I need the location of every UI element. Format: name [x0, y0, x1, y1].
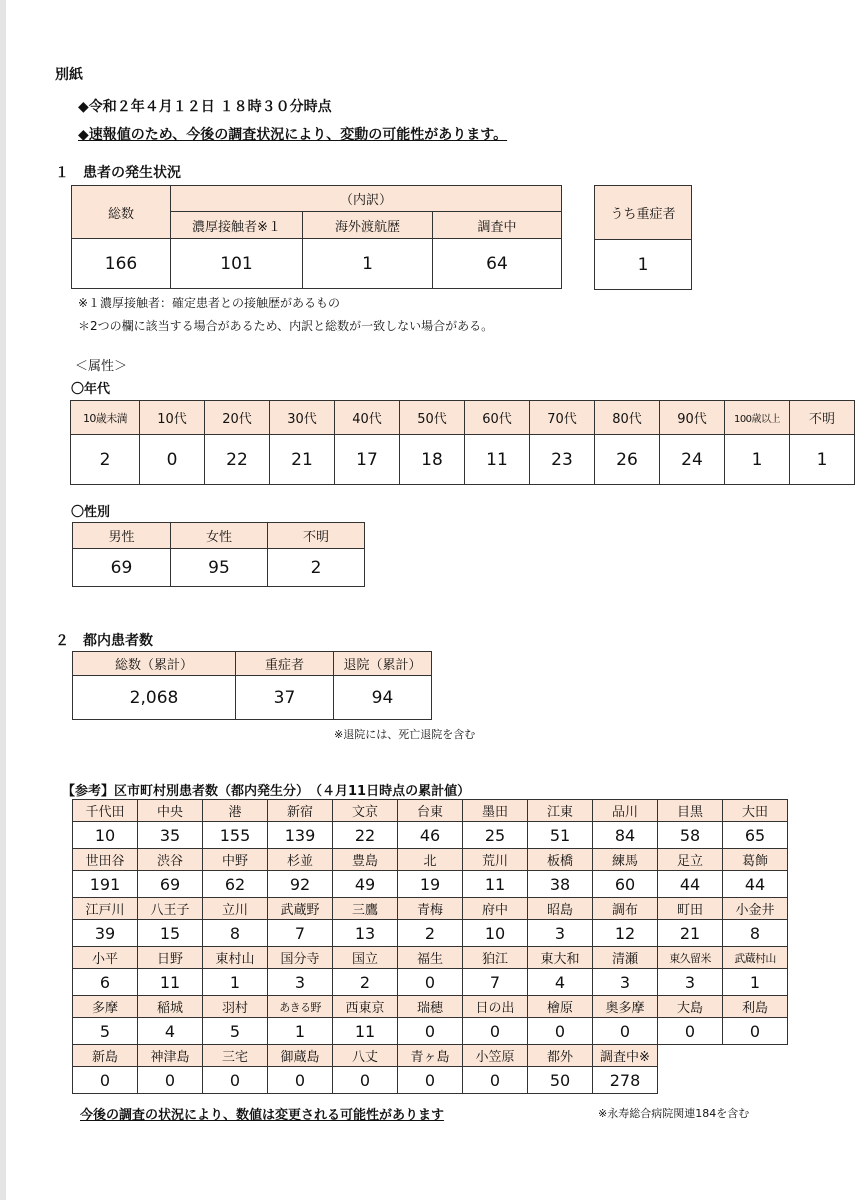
municipality-value: 0 — [398, 1067, 463, 1094]
attributes-heading: ＜属性＞ — [75, 359, 128, 374]
investigating-header: 調査中 — [433, 212, 562, 239]
age-value: 23 — [530, 435, 595, 485]
municipality-value: 3 — [528, 920, 593, 947]
municipality-name: 目黒 — [658, 800, 723, 822]
notice-line: ◆速報値のため、今後の調査状況により、変動の可能性があります。 — [78, 127, 508, 143]
municipality-name: 千代田 — [73, 800, 138, 822]
municipality-name: 荒川 — [463, 849, 528, 871]
municipality-value: 0 — [658, 1018, 723, 1045]
municipality-value: 58 — [658, 822, 723, 849]
attachment-label: 別紙 — [55, 67, 83, 83]
municipality-name: 多摩 — [73, 996, 138, 1018]
municipality-name: 狛江 — [463, 947, 528, 969]
total-header: 総数 — [72, 186, 171, 239]
municipality-name: 江東 — [528, 800, 593, 822]
municipality-value: 60 — [593, 871, 658, 898]
footer-note: 今後の調査の状況により、数値は変更される可能性があります — [80, 1108, 445, 1123]
municipality-name: 三宅 — [203, 1045, 268, 1067]
gender-value: 2 — [268, 549, 365, 587]
municipality-name: 羽村 — [203, 996, 268, 1018]
municipality-name: 国分寺 — [268, 947, 333, 969]
age-label: 不明 — [790, 401, 855, 435]
age-label: 10代 — [140, 401, 205, 435]
municipality-name: 福生 — [398, 947, 463, 969]
gender-value: 95 — [171, 549, 268, 587]
municipality-name: 世田谷 — [73, 849, 138, 871]
municipality-name: あきる野 — [268, 996, 333, 1018]
municipality-name: 品川 — [593, 800, 658, 822]
municipality-name: 港 — [203, 800, 268, 822]
municipality-name: 葛飾 — [723, 849, 788, 871]
municipality-name: 杉並 — [268, 849, 333, 871]
age-label: 50代 — [400, 401, 465, 435]
municipality-name: 神津島 — [138, 1045, 203, 1067]
discharged-value: 94 — [334, 676, 432, 720]
municipality-name: 国立 — [333, 947, 398, 969]
municipality-value: 3 — [268, 969, 333, 996]
age-label: 10歳未満 — [71, 401, 140, 435]
municipality-value: 65 — [723, 822, 788, 849]
municipality-value: 0 — [333, 1067, 398, 1094]
breakdown-header: （内訳） — [171, 186, 562, 212]
municipality-value: 46 — [398, 822, 463, 849]
municipality-value: 0 — [593, 1018, 658, 1045]
municipality-name: 清瀬 — [593, 947, 658, 969]
municipality-name: 檜原 — [528, 996, 593, 1018]
municipality-name: 調査中※ — [593, 1045, 658, 1067]
age-value: 0 — [140, 435, 205, 485]
age-label: 20代 — [205, 401, 270, 435]
age-label: 100歳以上 — [725, 401, 790, 435]
severe-value: 1 — [595, 240, 692, 290]
age-value: 2 — [71, 435, 140, 485]
gender-value: 69 — [73, 549, 171, 587]
section2-title: ２ 都内患者数 — [55, 633, 153, 649]
municipality-value: 0 — [528, 1018, 593, 1045]
municipality-value: 11 — [333, 1018, 398, 1045]
age-value: 24 — [660, 435, 725, 485]
municipality-value: 5 — [73, 1018, 138, 1045]
page-edge — [0, 0, 6, 1200]
municipality-name: 大島 — [658, 996, 723, 1018]
empty-cell — [723, 1067, 788, 1094]
severe-header: うち重症者 — [595, 186, 692, 240]
municipality-value: 1 — [268, 1018, 333, 1045]
municipality-name: 八丈 — [333, 1045, 398, 1067]
municipality-value: 22 — [333, 822, 398, 849]
municipality-name: 瑞穂 — [398, 996, 463, 1018]
tokyo-patients-table — [72, 651, 432, 720]
age-value: 11 — [465, 435, 530, 485]
gender-table — [72, 522, 365, 587]
age-label: 80代 — [595, 401, 660, 435]
municipality-name: 日野 — [138, 947, 203, 969]
municipality-value: 0 — [398, 969, 463, 996]
municipality-name: 奥多摩 — [593, 996, 658, 1018]
municipality-value: 50 — [528, 1067, 593, 1094]
empty-cell — [658, 1067, 723, 1094]
municipality-value: 1 — [723, 969, 788, 996]
municipality-value: 2 — [398, 920, 463, 947]
patient-breakdown-table — [71, 185, 562, 289]
municipality-name: 新宿 — [268, 800, 333, 822]
municipality-value: 11 — [463, 871, 528, 898]
note-close-contact: ※１濃厚接触者：確定患者との接触歴があるもの — [78, 296, 341, 310]
age-value: 17 — [335, 435, 400, 485]
municipality-name: 中央 — [138, 800, 203, 822]
total-value: 166 — [72, 239, 171, 289]
gender-label: 女性 — [171, 523, 268, 549]
municipality-name: 青ヶ島 — [398, 1045, 463, 1067]
empty-cell — [723, 1045, 788, 1067]
municipality-value: 8 — [723, 920, 788, 947]
municipality-table — [72, 799, 788, 1094]
municipality-name: 町田 — [658, 898, 723, 920]
municipality-value: 4 — [528, 969, 593, 996]
age-label: 60代 — [465, 401, 530, 435]
municipality-value: 13 — [333, 920, 398, 947]
section1-title: １ 患者の発生状況 — [55, 165, 181, 181]
municipality-value: 7 — [463, 969, 528, 996]
investigating-value: 64 — [433, 239, 562, 289]
municipality-value: 44 — [723, 871, 788, 898]
municipality-value: 25 — [463, 822, 528, 849]
municipality-value: 0 — [463, 1067, 528, 1094]
close-contact-header: 濃厚接触者※１ — [171, 212, 303, 239]
municipality-name: 渋谷 — [138, 849, 203, 871]
cumulative-total-value: 2,068 — [73, 676, 236, 720]
municipality-value: 12 — [593, 920, 658, 947]
municipality-name: 小平 — [73, 947, 138, 969]
municipality-name: 中野 — [203, 849, 268, 871]
municipality-value: 51 — [528, 822, 593, 849]
severe-table — [594, 185, 692, 290]
empty-cell — [658, 1045, 723, 1067]
municipality-value: 139 — [268, 822, 333, 849]
municipality-name: 府中 — [463, 898, 528, 920]
severe-header: 重症者 — [236, 652, 334, 676]
municipality-value: 278 — [593, 1067, 658, 1094]
municipality-value: 11 — [138, 969, 203, 996]
overseas-header: 海外渡航歴 — [303, 212, 433, 239]
municipality-name: 昭島 — [528, 898, 593, 920]
age-table — [70, 400, 855, 485]
municipality-value: 191 — [73, 871, 138, 898]
municipality-name: 三鷹 — [333, 898, 398, 920]
municipality-value: 8 — [203, 920, 268, 947]
gender-label: 男性 — [73, 523, 171, 549]
age-value: 1 — [790, 435, 855, 485]
municipality-name: 東大和 — [528, 947, 593, 969]
age-label: 70代 — [530, 401, 595, 435]
age-value: 26 — [595, 435, 660, 485]
municipality-value: 15 — [138, 920, 203, 947]
municipality-value: 10 — [463, 920, 528, 947]
municipality-name: 日の出 — [463, 996, 528, 1018]
overseas-value: 1 — [303, 239, 433, 289]
municipality-name: 青梅 — [398, 898, 463, 920]
municipality-name: 調布 — [593, 898, 658, 920]
municipality-name: 大田 — [723, 800, 788, 822]
municipality-value: 92 — [268, 871, 333, 898]
municipality-value: 10 — [73, 822, 138, 849]
municipality-name: 小金井 — [723, 898, 788, 920]
municipality-name: 江戸川 — [73, 898, 138, 920]
municipality-name: 御蔵島 — [268, 1045, 333, 1067]
municipality-name: 東久留米 — [658, 947, 723, 969]
municipality-value: 0 — [203, 1067, 268, 1094]
municipality-value: 5 — [203, 1018, 268, 1045]
municipality-value: 0 — [73, 1067, 138, 1094]
municipality-value: 38 — [528, 871, 593, 898]
municipality-value: 3 — [593, 969, 658, 996]
municipality-name: 八王子 — [138, 898, 203, 920]
municipality-value: 49 — [333, 871, 398, 898]
municipality-value: 69 — [138, 871, 203, 898]
municipality-value: 3 — [658, 969, 723, 996]
gender-label: 不明 — [268, 523, 365, 549]
municipality-name: 小笠原 — [463, 1045, 528, 1067]
age-label: 40代 — [335, 401, 400, 435]
municipality-value: 0 — [268, 1067, 333, 1094]
municipality-name: 台東 — [398, 800, 463, 822]
footer-note-right: ※永寿総合病院関連184を含む — [598, 1107, 750, 1120]
discharge-note: ※退院には、死亡退院を含む — [334, 728, 476, 741]
municipality-name: 武蔵野 — [268, 898, 333, 920]
municipality-name: 文京 — [333, 800, 398, 822]
municipality-value: 39 — [73, 920, 138, 947]
note-mismatch: ＊2つの欄に該当する場合があるため、内訳と総数が一致しない場合がある。 — [78, 319, 494, 333]
age-value: 21 — [270, 435, 335, 485]
age-label: 30代 — [270, 401, 335, 435]
municipality-value: 0 — [463, 1018, 528, 1045]
municipality-value: 2 — [333, 969, 398, 996]
municipality-name: 板橋 — [528, 849, 593, 871]
municipality-name: 東村山 — [203, 947, 268, 969]
municipality-name: 足立 — [658, 849, 723, 871]
timestamp-line: ◆令和２年４月１２日 １８時３０分時点 — [78, 99, 332, 115]
municipality-value: 155 — [203, 822, 268, 849]
municipality-value: 4 — [138, 1018, 203, 1045]
municipality-name: 練馬 — [593, 849, 658, 871]
municipality-name: 利島 — [723, 996, 788, 1018]
municipality-value: 21 — [658, 920, 723, 947]
municipality-value: 62 — [203, 871, 268, 898]
close-contact-value: 101 — [171, 239, 303, 289]
municipality-name: 立川 — [203, 898, 268, 920]
reference-title: 【参考】区市町村別患者数（都内発生分） （４月11日時点の累計値） — [62, 784, 471, 799]
municipality-name: 西東京 — [333, 996, 398, 1018]
municipality-name: 武蔵村山 — [723, 947, 788, 969]
age-heading: 〇年代 — [71, 382, 111, 397]
municipality-value: 84 — [593, 822, 658, 849]
severe-value: 37 — [236, 676, 334, 720]
municipality-value: 35 — [138, 822, 203, 849]
municipality-name: 都外 — [528, 1045, 593, 1067]
gender-heading: 〇性別 — [71, 505, 111, 520]
municipality-value: 0 — [138, 1067, 203, 1094]
municipality-name: 墨田 — [463, 800, 528, 822]
municipality-value: 6 — [73, 969, 138, 996]
age-label: 90代 — [660, 401, 725, 435]
municipality-value: 44 — [658, 871, 723, 898]
municipality-value: 19 — [398, 871, 463, 898]
municipality-value: 0 — [398, 1018, 463, 1045]
municipality-name: 豊島 — [333, 849, 398, 871]
municipality-value: 1 — [203, 969, 268, 996]
age-value: 18 — [400, 435, 465, 485]
municipality-name: 新島 — [73, 1045, 138, 1067]
municipality-value: 0 — [723, 1018, 788, 1045]
municipality-name: 稲城 — [138, 996, 203, 1018]
age-value: 1 — [725, 435, 790, 485]
age-value: 22 — [205, 435, 270, 485]
municipality-value: 7 — [268, 920, 333, 947]
discharged-header: 退院（累計） — [334, 652, 432, 676]
cumulative-total-header: 総数（累計） — [73, 652, 236, 676]
municipality-name: 北 — [398, 849, 463, 871]
